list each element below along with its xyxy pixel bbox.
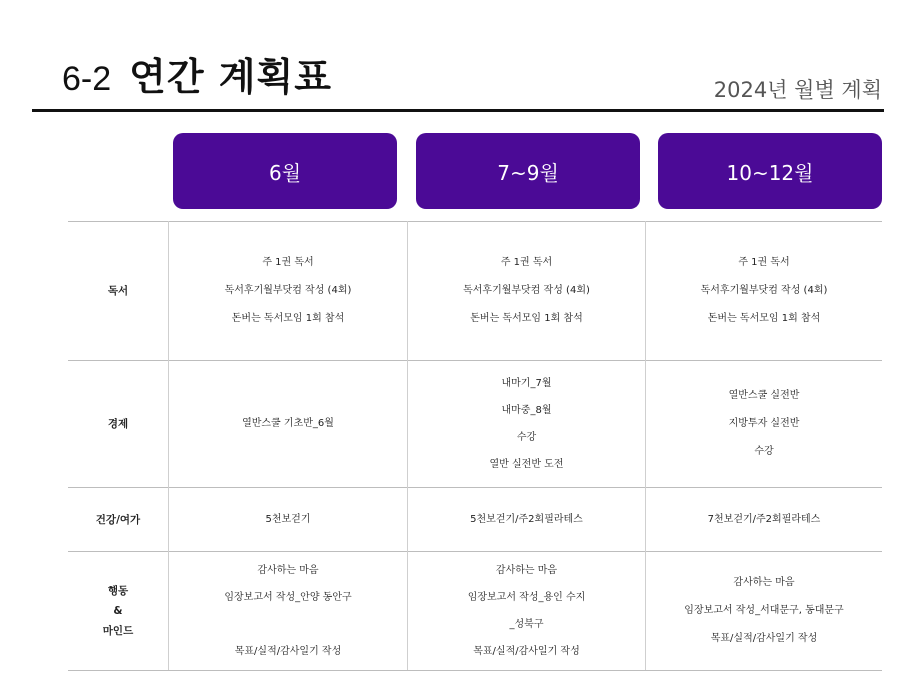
cell-line: 열반스쿨 실전반 (728, 390, 800, 401)
table-cell (408, 552, 645, 670)
cell-line: 돈버는 독서모임 1회 참석 (470, 313, 583, 324)
column-header-june: 6월 (173, 133, 397, 209)
table-cell (169, 552, 407, 670)
table-cell (646, 361, 882, 487)
cell-line: 목표/실적/감사일기 작성 (234, 646, 342, 657)
row-category-health (68, 488, 168, 551)
category-label: 건강/여가 (95, 513, 141, 526)
cell-line: 돈버는 독서모임 1회 참석 (231, 313, 345, 324)
table-cell (646, 488, 882, 551)
category-label: & (113, 605, 123, 617)
cell-line: 5천보걷기 (265, 513, 311, 525)
cell-line: 독서후기월부닷컴 작성 (4회) (700, 285, 828, 296)
cell-line: 목표/실적/감사일기 작성 (710, 633, 818, 644)
cell-line: 주 1권 독서 (500, 257, 553, 268)
table-cell (646, 222, 882, 360)
category-label: 독서 (107, 285, 129, 297)
cell-line: 7천보걷기/주2회필라테스 (707, 513, 821, 525)
page-title (62, 46, 332, 101)
category-label: 경제 (107, 418, 129, 430)
cell-line: 열반스쿨 기초반_6월 (242, 418, 334, 429)
cell-line: 감사하는 마음 (733, 577, 795, 588)
page-subtitle: 2024년 월별 계획 (713, 78, 882, 102)
cell-line: 주 1권 독서 (738, 257, 790, 268)
cell-line: 수강 (754, 446, 774, 457)
cell-line: 감사하는 마음 (257, 565, 319, 576)
cell-line: 주 1권 독서 (262, 257, 314, 268)
grid-line (68, 670, 882, 671)
table-cell (169, 222, 407, 360)
cell-line: 임장보고서 작성_안양 동안구 (224, 592, 352, 603)
table-cell (169, 361, 407, 487)
cell-line: _성북구 (509, 619, 544, 630)
title-divider (32, 109, 884, 112)
cell-line: 돈버는 독서모임 1회 참석 (707, 313, 821, 324)
cell-line: 독서후기월부닷컴 작성 (4회) (463, 285, 590, 296)
cell-line: 내마중_8월 (501, 405, 552, 416)
cell-line: 열반 실전반 도전 (489, 459, 564, 470)
title-text: 연간 계획표 (129, 55, 332, 99)
column-header-oct-dec: 10~12월 (658, 133, 882, 209)
table-cell (408, 222, 645, 360)
cell-line: 감사하는 마음 (495, 565, 558, 576)
cell-line: 독서후기월부닷컴 작성 (4회) (224, 285, 352, 296)
row-category-economy (68, 361, 168, 487)
table-cell (408, 361, 645, 487)
cell-line: 지방투자 실전반 (728, 418, 800, 429)
cell-line: 임장보고서 작성_용인 수지 (467, 592, 586, 603)
cell-line: 내마기_7월 (501, 378, 552, 389)
cell-line: 임장보고서 작성_서대문구, 동대문구 (684, 605, 844, 616)
section-number: 6-2 (62, 60, 112, 98)
cell-line: 수강 (516, 432, 537, 443)
category-label: 행동 (107, 585, 129, 597)
row-category-reading (68, 222, 168, 360)
row-category-mindset (68, 552, 168, 670)
table-cell (646, 552, 882, 670)
cell-line: 5천보걷기/주2회필라테스 (470, 513, 583, 525)
cell-line: 목표/실적/감사일기 작성 (473, 646, 580, 657)
category-label: 마인드 (102, 625, 134, 637)
column-header-jul-sep: 7~9월 (416, 133, 640, 209)
table-cell (169, 488, 407, 551)
table-cell (408, 488, 645, 551)
